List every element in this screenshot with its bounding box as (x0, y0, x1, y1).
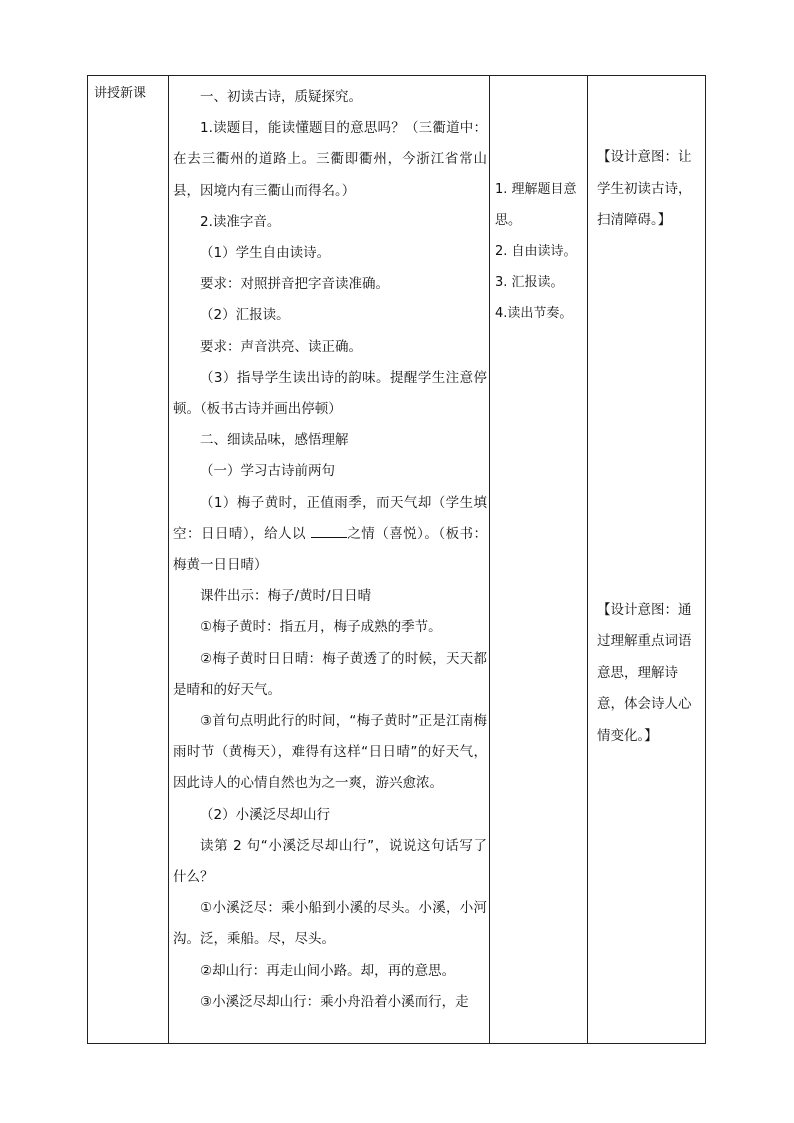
content-paragraph: （3）指导学生读出诗的韵味。提醒学生注意停顿。（板书古诗并画出停顿） (173, 369, 487, 418)
content-paragraph (173, 488, 487, 582)
design-intent-cell (588, 76, 705, 752)
lesson-table (87, 75, 706, 1044)
content-paragraph: 课件出示：梅子/黄时/日日晴 (200, 588, 372, 605)
section-label: 讲授新课 (94, 86, 147, 101)
content-paragraph: 要求：声音洪亮、读正确。 (200, 338, 362, 355)
content-heading-2: 二、细读品味，感悟理解 (200, 432, 349, 449)
content-paragraph: 1.读题目，能读懂题目的意思吗？（三衢道中：在去三衢州的道路上。三衢即衢州，今浙江省常山县，因境内有三衢山而得名。） (173, 120, 487, 199)
content-paragraph: （2）小溪泛尽却山行 (200, 806, 331, 823)
activity-item: 1. 理解题目意思。 (495, 182, 577, 228)
content-paragraph: 要求：对照拼音把字音读准确。 (200, 276, 389, 293)
design-intent-note: 【设计意图：通过理解重点词语意思，理解诗意，体会诗人心情变化。】 (597, 601, 692, 744)
content-text: 之情（喜悦）。（板书：梅黄一日日晴） (173, 525, 488, 574)
teaching-content-cell (169, 76, 489, 1018)
content-paragraph: ③小溪泛尽却山行：乘小舟沿着小溪而行，走 (200, 993, 469, 1010)
content-paragraph: ②梅子黄时日日晴：梅子黄透了的时候，天天都是晴和的好天气。 (173, 650, 487, 698)
content-paragraph: ②却山行：再走山间小路。却，再的意思。 (200, 962, 456, 979)
content-paragraph: （1）学生自由读诗。 (200, 245, 331, 262)
activity-item: 4.读出节奏。 (495, 306, 573, 321)
fill-blank (311, 525, 347, 538)
section-label-cell (88, 76, 168, 104)
content-text: （1）梅子黄时，正值雨季，而天气却（学生填空：日日晴），给人以 (173, 494, 487, 542)
content-paragraph: ③首句点明此行的时间，“梅子黄时”正是江南梅雨时节（黄梅天），难得有这样“日日晴”的好天气，因此诗人的心情自然也为之一爽，游兴愈浓。 (173, 713, 487, 792)
content-paragraph: （2）汇报读。 (200, 307, 290, 324)
activity-item: 3. 汇报读。 (495, 275, 564, 290)
content-paragraph: 2.读准字音。 (200, 213, 281, 230)
content-heading-1: 一、初读古诗，质疑探究。 (200, 89, 362, 105)
content-paragraph: 读第 2 句“小溪泛尽却山行”，说说这句话写了什么？ (173, 837, 487, 886)
design-intent-note: 【设计意图：让学生初读古诗，扫清障碍。】 (597, 149, 692, 228)
student-activity-cell (490, 76, 587, 329)
activity-item: 2. 自由读诗。 (495, 244, 577, 259)
content-paragraph: ①小溪泛尽：乘小船到小溪的尽头。小溪，小河沟。泛，乘船。尽，尽头。 (173, 900, 487, 948)
content-paragraph: ①梅子黄时：指五月，梅子成熟的季节。 (200, 619, 442, 636)
content-paragraph: （一）学习古诗前两句 (200, 463, 335, 480)
